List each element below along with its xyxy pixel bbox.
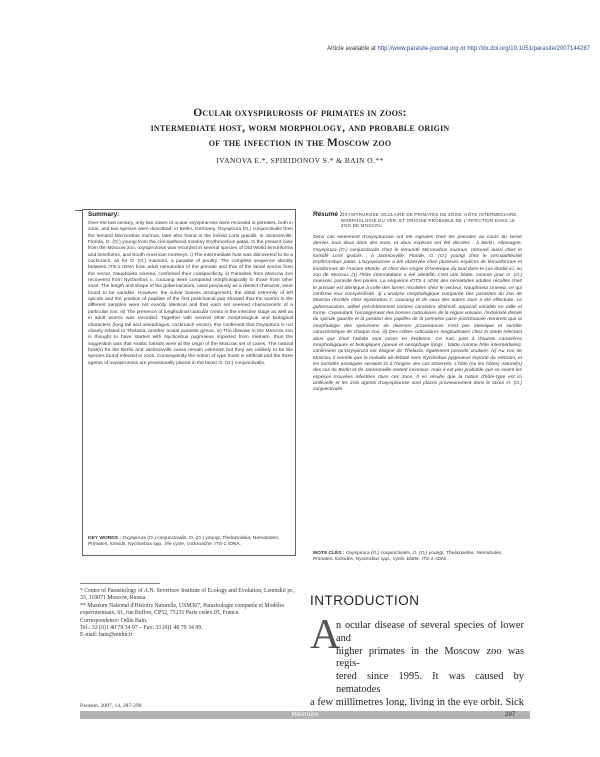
title-line-3: of the infection in the Moscow zoo: [208, 137, 392, 149]
affiliation-footnotes: [80, 588, 295, 640]
paper-title: [80, 106, 520, 151]
footnote-affiliation-1: * Centre of Parasitology of A.N. Severtsov Institute of Ecology and Evolution, Leninskii pr., 33, 119071 Moscow, Russia.: [80, 588, 295, 602]
email: E-mail: bain@mnhn.fr: [80, 632, 133, 639]
intro-line-1: n ocular disease of several species of lower and: [336, 620, 524, 644]
availability-prefix: Article available at: [327, 46, 378, 52]
keywords: [88, 536, 293, 549]
authors: IVANOVA E.*, SPIRIDONOV S.* & BAIN O.**: [216, 156, 384, 165]
intro-line-3: tered since 1995. It was caused by nematodes: [336, 671, 524, 695]
intro-line-2: higher primates in the Moscow zoo was regis-: [336, 645, 524, 670]
resume-heading: Résumé :: [313, 211, 342, 218]
journal-link[interactable]: http://www.parasite-journal.org: [377, 46, 459, 52]
title-line-2: intermediate host, worm morphology, and probable origin: [150, 122, 450, 134]
title-line-1: Ocular oxyspirurosis of primates in zoos:: [193, 107, 407, 119]
summary-heading: Summary:: [88, 211, 120, 218]
drop-cap: A: [310, 612, 341, 658]
section-label: Mémoire: [291, 711, 319, 718]
resume-text: Deux cas seulement d'oxyspirurose ont été signalés chez les primates au cours du siècle dernier, tous deux dans des zoos, et deux espèces ont été décrites : à Berlin, Allemagne, Oxyspirura (O.) conjunctivalis chez le lémuridé Microcebus murinus, retrouvé aussi chez le lorisidé Loris gracilis ; à Jacksonville, Floride, O. (O.) youngi chez le cercopithécidé Erythrocebus patas. L'oxyspirurose a été observée chez plusieurs espèces de lémuriformes et lorisiformes de l'Ancien Monde, et chez des singes d'Amérique du Sud dans le cas étudié ici, au zoo de Moscou. (1) l'hôte intermédiaire a été identifié, c'est une blatte, comme pour O. (O.) mansoni, parasite des poules. La séquence d'ITS-1 ADNr des nématodes adultes récoltés chez le primate est identique à celle des larves récoltées chez le vecteur, Nauphoeta cinerea, ce qui confirme leur conspécificité. ii) L'analyse morphologique comparée des parasites du zoo de Moscou récoltés chez Nycticebus c. coucang et de ceux des autres zoos a été effectuée. Le gubernaculum, utilisé précédemment comme caractère distinctif, apparaît variable en taille et forme. Cependant, l'arrangement des bosses cuticulaires de la région vulvaire, l'extrémité distale du spicule gauche et la position des papilles de la première paire postcloacale montrent que la morphologie des spécimens de diverses provenances n'est pas identique et semble caractéristique de chaque zoo. iii) Des crêtes cuticulaires longitudinales chez le stade infectant ainsi que chez l'adulte sont mises en évidence. Ce trait, joint à d'autres caractères morphologiques et biologiques (queue et oesophage longs ; blatte comme hôte intermédiaire), confirment qu'Oxyspirura est éloigné de Thelazia, également parasite oculaire. iv) Au zoo de Moscou, il semble que la maladie ait débuté avec Nycticebus pygmaeus importé du Vietnam, et les lorisidés asiatiques seraient ici à l'origine des cas observés. L'hôte (ou les hôtes) naturel(s) des cas de Berlin et de Jacksonville restent inconnus, mais il est peu probable que ce soient les espèces trouvées infectées dans ces zoos. Il en résulte que la notion d'hôte-type est ici artificielle et les trois agents d'oxyspirurose sont placés provisoirement dans le taxon O. (O.) conjunctivalis.: [313, 235, 522, 393]
summary-text: Over the last century, only two cases of ocular oxyspirurosis were recorded in primates, both in zoos, and two species were described: in Berlin, Germany, Oxyspirura (O.) conjunctivalis from the lemurid Microcebus murinus, later also found in the loriisid Loris gracilis; in Jacksonville, Florida, O. (O.) youngi from the cercopithecid monkey Erythrocebus patas. In the present case from the Moscow zoo, oxyspirurosis was recorded in several species of Old World lemuriforms and lorisiforms, and South American monkeys. i) The intermediate host was discovered to be a cockroach, as for O. (O.) mansoni, a parasite of poultry. The complete sequence identity between ITS-1 rDNA from adult nematodes of the primate and that of the larval worms from the vector, Nauphoeta cinerea, confirmed their conspecificity. ii) Parasites from Moscow zoo recovered from Nycticebus c. coucang were compared morphologically to those from other zoos. The length and shape of the gubernaculum, used previously as a distinct character, were found to be variable. However, the vulvar bosses arrangement, the distal extremity of left spicule and the position of papillae of the first postcloacal pair showed that the worms in the different samples were not exactly identical and that each set seemed characteristic of a particular zoo. iii) The presence of longitudinal cuticular crests in the infective stage as well as in adult worms was recorded. Together with several other morphological and biological characters (long tail and oesophagus, cockroach vector), this confirmed that Oxyspirura is not closely related to Thelazia, another ocular parasite genus. iv) The disease in the Moscow zoo is thought to have started with Nycticebus pygmaeus imported from Vietnam, thus the suggestion was that Asiatic lorisids were at the origin of the Moscow set of cases. The natural host(s) for the Berlin and Jacksonville cases remain unknown but they are unlikely to be the species found infected in zoos. Consequently the notion of type hosts is artificial and the three agents of oxyspirurosis are provisionally placed in the taxon O. (O.) conjunctivalis.: [88, 221, 293, 366]
keywords-text: Oxyspirura (O.) conjunctivalis, O. (O.) youngi, Thelazioidea, Nematodes, Primates, lorisids, Nycticebus spp., life cycle, cockroache, ITS-1 rDNA.: [88, 536, 280, 548]
footnote-affiliation-2: ** Muséum National d'Histoire Naturelle, USM307, Parasitologie comparée et Modèles expérimentaux, 61, rue Buffon, CP52, 75231 Paris cedex 05, France.: [80, 602, 285, 617]
footnote-divider: [80, 583, 160, 584]
page-number: 287: [505, 711, 516, 718]
mots-cles: [313, 551, 522, 564]
mots-cles-label: MOTS CLÉS :: [313, 551, 345, 556]
intro-rest: a few millimetres long, living in the eye orbit. Sick: [310, 696, 524, 706]
journal-reference: Parasite, 2007, 14, 287-298: [80, 703, 142, 709]
telephone-fax: Tel.: 33 (0)1 40 79 34 97 – Fax: 33 (0)1 40 79 34 99.: [80, 625, 203, 632]
introduction-text: [310, 620, 524, 706]
keywords-label: KEY WORDS :: [88, 536, 122, 541]
availability-or: or: [458, 46, 468, 52]
doi-link[interactable]: http://dx.doi.org/10.1051/parasite/2007144287: [467, 46, 590, 52]
article-availability-note: [10, 46, 590, 52]
correspondence: Correspondence: Odile Bain.: [80, 617, 148, 624]
resume-subtitle: OXYSPIRUROSE OCULAIRE DE PRIMATES DE ZOOS: HÔTE INTERMÉDIAIRE, MORPHOLOGIE DU VER, ET ORIGINE PROBABLE DE L'INFECTION DANS LE ZOO DE MOSCOU: [341, 212, 519, 229]
introduction-heading: INTRODUCTION: [310, 593, 420, 608]
mots-cles-text: Oxyspirura (O.) conjunctivalis, O. (O.) youngi, Thelazioidea, Nématodes, Primates, lorisidés, Nycticebus spp., cycle, blatte, ITS-1 ADNr.: [313, 551, 503, 563]
